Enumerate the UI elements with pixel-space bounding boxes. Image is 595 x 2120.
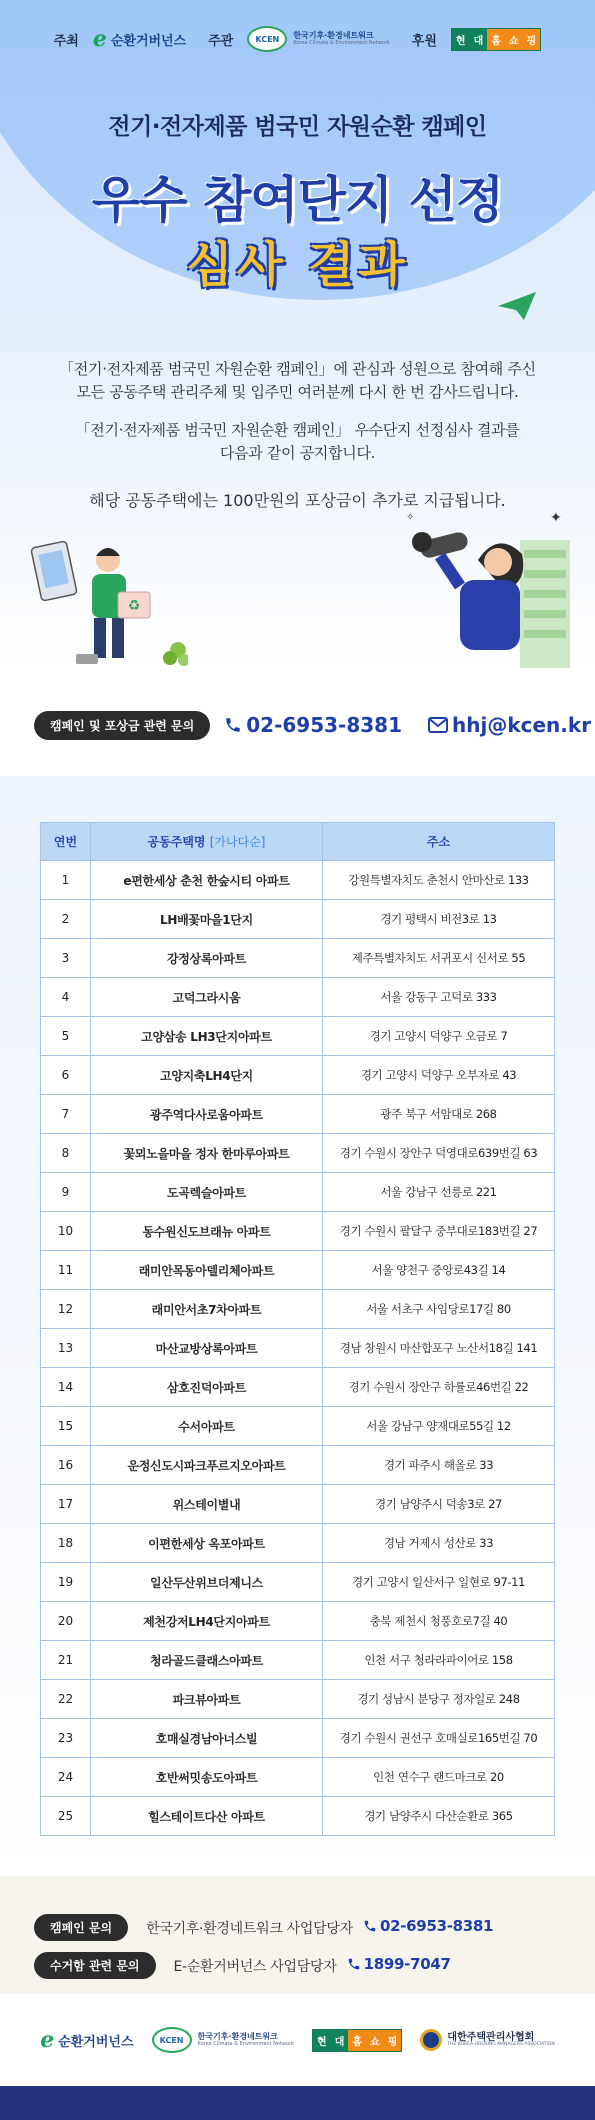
table-row — [41, 1446, 555, 1485]
page-title: 우수 참여단지 선정 — [91, 171, 504, 229]
row-apartment-name: 동수원신도브래뉴 아파트 — [91, 1212, 323, 1251]
row-apartment-name: 이편한세상 옥포아파트 — [91, 1524, 323, 1563]
row-apartment-name: 파크뷰아파트 — [91, 1680, 323, 1719]
kcen-logo-icon: KCEN — [247, 26, 287, 52]
row-no: 8 — [41, 1134, 91, 1173]
page-title-result: 심사 결과 — [186, 237, 409, 293]
row-no: 6 — [41, 1056, 91, 1095]
table-row — [41, 1407, 555, 1446]
row-address: 경기 고양시 덕양구 오금로 7 — [323, 1017, 555, 1056]
kcen-logo-en: Korea Climate & Environment Network — [293, 39, 390, 46]
kcen-logo-icon: KCEN — [152, 2027, 192, 2053]
hero-body-p2-line1: 「전기·전자제품 범국민 자원순환 캠페인」 우수단지 선정심사 결과를 — [75, 421, 520, 439]
column-header-name-text: 공동주택명 — [147, 835, 206, 849]
table-row — [41, 1173, 555, 1212]
row-apartment-name: LH배꽃마을1단지 — [91, 900, 323, 939]
campaign-inquiry-org: 한국기후·환경네트워크 사업담당자 — [146, 1921, 353, 1937]
hyundai-homeshopping-logo — [451, 28, 541, 51]
table-row — [41, 1134, 555, 1173]
result-table — [40, 822, 555, 1836]
campaign-inquiry-pill: 캠페인 문의 — [34, 1914, 128, 1941]
row-address: 충북 제천시 청풍호로7길 40 — [323, 1602, 555, 1641]
hyundai-char: 대 — [331, 2030, 349, 2051]
contact-phone-number: 02-6953-8381 — [246, 713, 402, 737]
collection-inquiry-row — [34, 1952, 451, 1979]
row-no: 24 — [41, 1758, 91, 1797]
row-no: 15 — [41, 1407, 91, 1446]
row-address: 경기 수원시 팔달구 중부대로183번길 27 — [323, 1212, 555, 1251]
paper-plane-icon — [498, 292, 536, 320]
row-no: 25 — [41, 1797, 91, 1836]
row-address: 광주 북구 서암대로 268 — [323, 1095, 555, 1134]
row-apartment-name: 호매실경남아너스빌 — [91, 1719, 323, 1758]
kcen-logo-ko: 한국기후·환경네트워크 — [293, 30, 374, 40]
table-row — [41, 1719, 555, 1758]
host-bar — [0, 26, 595, 52]
table-row — [41, 1524, 555, 1563]
footer-kcen-ko: 한국기후·환경네트워크 — [197, 2031, 278, 2041]
row-apartment-name: 호반써밋송도아파트 — [91, 1758, 323, 1797]
row-address: 제주특별자치도 서귀포시 신서로 55 — [323, 939, 555, 978]
campaign-subtitle: 전기·전자제품 범국민 자원순환 캠페인 — [108, 114, 487, 140]
column-header-no: 연번 — [41, 823, 91, 861]
row-address: 경기 성남시 분당구 정자일로 248 — [323, 1680, 555, 1719]
contact-email-address: hhj@kcen.kr — [452, 713, 592, 737]
table-row — [41, 1368, 555, 1407]
row-no: 3 — [41, 939, 91, 978]
hyundai-char: 현 — [313, 2030, 331, 2051]
hyundai-char: 대 — [470, 29, 488, 50]
row-apartment-name: 꽃뫼노을마을 정자 한마루아파트 — [91, 1134, 323, 1173]
row-no: 19 — [41, 1563, 91, 1602]
row-no: 17 — [41, 1485, 91, 1524]
campaign-inquiry-text — [146, 1917, 493, 1938]
hyundai-char: 쇼 — [505, 29, 523, 50]
row-no: 2 — [41, 900, 91, 939]
svg-text:♻: ♻ — [127, 598, 141, 614]
table-row — [41, 1680, 555, 1719]
column-header-name-sort: [가나다순] — [209, 835, 266, 849]
row-apartment-name: 고덕그라시움 — [91, 978, 323, 1017]
footer-e-circular-governance-logo — [40, 2029, 133, 2051]
table-row — [41, 1212, 555, 1251]
hyundai-char: 핑 — [523, 29, 541, 50]
row-no: 18 — [41, 1524, 91, 1563]
table-header-row — [41, 823, 555, 861]
row-address: 경남 거제시 성산로 33 — [323, 1524, 555, 1563]
row-no: 16 — [41, 1446, 91, 1485]
kha-logo — [420, 2029, 554, 2051]
table-row — [41, 1017, 555, 1056]
hero-section — [0, 0, 595, 668]
footer-hyundai-homeshopping-logo — [312, 2029, 402, 2052]
row-address: 인천 연수구 랜드마크로 20 — [323, 1758, 555, 1797]
row-apartment-name: 래미안서초7차아파트 — [91, 1290, 323, 1329]
row-no: 23 — [41, 1719, 91, 1758]
row-no: 4 — [41, 978, 91, 1017]
row-no: 14 — [41, 1368, 91, 1407]
row-address: 경기 수원시 장안구 덕영대로639번길 63 — [323, 1134, 555, 1173]
row-apartment-name: 제천강저LH4단지아파트 — [91, 1602, 323, 1641]
hyundai-char: 핑 — [384, 2030, 402, 2051]
column-header-address: 주소 — [323, 823, 555, 861]
row-address: 경기 남양주시 덕송3로 27 — [323, 1485, 555, 1524]
table-row — [41, 1758, 555, 1797]
collection-inquiry-phone[interactable] — [347, 1955, 451, 1973]
table-row — [41, 1095, 555, 1134]
collection-inquiry-pill: 수거함 관련 문의 — [34, 1952, 156, 1979]
row-apartment-name: 힐스테이트다산 아파트 — [91, 1797, 323, 1836]
table-row — [41, 1641, 555, 1680]
e-circular-governance-logo — [93, 28, 186, 50]
row-apartment-name: 강정상록아파트 — [91, 939, 323, 978]
campaign-inquiry-row — [34, 1914, 493, 1941]
table-row — [41, 1797, 555, 1836]
campaign-inquiry-phone[interactable] — [363, 1917, 493, 1935]
row-no: 10 — [41, 1212, 91, 1251]
footer-kcen-en: Korea Climate & Environment Network — [197, 2040, 295, 2047]
row-no: 20 — [41, 1602, 91, 1641]
row-apartment-name: 도곡렉슬아파트 — [91, 1173, 323, 1212]
phone-icon — [224, 716, 242, 734]
row-apartment-name: 위스테이별내 — [91, 1485, 323, 1524]
row-apartment-name: 운정신도시파크푸르지오아파트 — [91, 1446, 323, 1485]
row-address: 경기 남양주시 다산순환로 365 — [323, 1797, 555, 1836]
row-apartment-name: 래미안목동아델리체아파트 — [91, 1251, 323, 1290]
svg-text:✧: ✧ — [406, 512, 415, 523]
hero-body — [0, 358, 595, 480]
row-no: 7 — [41, 1095, 91, 1134]
row-address: 경기 고양시 덕양구 오부자로 43 — [323, 1056, 555, 1095]
row-address: 경기 고양시 일산서구 일현로 97-11 — [323, 1563, 555, 1602]
row-no: 11 — [41, 1251, 91, 1290]
row-address: 경기 수원시 장안구 하률로46번길 22 — [323, 1368, 555, 1407]
row-address: 서울 서초구 사임당로17길 80 — [323, 1290, 555, 1329]
row-apartment-name: 일산두산위브더제니스 — [91, 1563, 323, 1602]
row-address: 경기 수원시 권선구 호매실로165번길 70 — [323, 1719, 555, 1758]
row-address: 서울 강동구 고덕로 333 — [323, 978, 555, 1017]
table-row — [41, 1251, 555, 1290]
hero-body-p1-line1: 「전기·전자제품 범국민 자원순환 캠페인」에 관심과 성원으로 참여해 주신 — [59, 360, 536, 378]
footer-kcen-logo — [152, 2027, 294, 2053]
row-address: 강원특별자치도 춘천시 안마산로 133 — [323, 861, 555, 900]
column-header-name — [91, 823, 323, 861]
row-apartment-name: 고양지축LH4단지 — [91, 1056, 323, 1095]
row-no: 13 — [41, 1329, 91, 1368]
row-no: 9 — [41, 1173, 91, 1212]
footer-e-logo-text: 순환거버넌스 — [58, 2034, 134, 2050]
collection-inquiry-text — [174, 1955, 451, 1976]
hyundai-char: 홈 — [487, 29, 505, 50]
result-table-section — [0, 776, 595, 1876]
contact-phone[interactable] — [224, 713, 402, 737]
row-address: 경기 파주시 해올로 33 — [323, 1446, 555, 1485]
e-logo-icon: e — [92, 26, 107, 52]
row-apartment-name: 마산교방상록아파트 — [91, 1329, 323, 1368]
phone-icon — [363, 1919, 377, 1933]
svg-text:✦: ✦ — [550, 510, 562, 526]
prize-note: 해당 공동주택에는 100만원의 포상금이 추가로 지급됩니다. — [89, 491, 506, 510]
row-apartment-name: e편한세상 춘천 한숲시티 아파트 — [91, 861, 323, 900]
contact-label-pill: 캠페인 및 포상금 관련 문의 — [34, 711, 210, 740]
hero-body-p2-line2: 다음과 같이 공지합니다. — [219, 444, 376, 462]
row-no: 12 — [41, 1290, 91, 1329]
organizer-label: 주관 — [208, 33, 234, 49]
e-logo-text: 순환거버넌스 — [110, 33, 187, 49]
row-apartment-name: 청라골드클래스아파트 — [91, 1641, 323, 1680]
woman-with-binoculars-illustration — [400, 500, 580, 668]
table-row — [41, 900, 555, 939]
row-no: 21 — [41, 1641, 91, 1680]
table-row — [41, 1290, 555, 1329]
kcen-logo — [247, 26, 389, 52]
table-row — [41, 939, 555, 978]
hero-body-p1-line2: 모든 공동주택 관리주체 및 입주민 여러분께 다시 한 번 감사드립니다. — [76, 383, 519, 401]
kha-logo-ko: 대한주택관리사협회 — [447, 2032, 535, 2044]
table-row — [41, 1602, 555, 1641]
host-label: 주최 — [53, 33, 79, 49]
row-no: 22 — [41, 1680, 91, 1719]
row-address: 인천 서구 청라라파이어로 158 — [323, 1641, 555, 1680]
e-logo-icon: e — [40, 2027, 55, 2053]
phone-icon — [347, 1957, 361, 1971]
hyundai-char: 홈 — [348, 2030, 366, 2051]
campaign-inquiry-phone-number: 02-6953-8381 — [379, 1917, 494, 1935]
row-address: 서울 강남구 양재대로55길 12 — [323, 1407, 555, 1446]
hyundai-char: 현 — [452, 29, 470, 50]
row-apartment-name: 광주역다사로움아파트 — [91, 1095, 323, 1134]
kha-logo-icon — [420, 2029, 442, 2051]
table-row — [41, 861, 555, 900]
table-row — [41, 1563, 555, 1602]
contact-bar — [0, 700, 595, 750]
mail-icon — [428, 717, 448, 733]
sponsor-label: 후원 — [411, 33, 437, 49]
footer-band — [0, 2086, 595, 2120]
row-address: 경남 창원시 마산합포구 노산서18길 141 — [323, 1329, 555, 1368]
table-row — [41, 1329, 555, 1368]
row-address: 경기 평택시 비전3로 13 — [323, 900, 555, 939]
row-apartment-name: 고양삼송 LH3단지아파트 — [91, 1017, 323, 1056]
row-apartment-name: 삼호진덕아파트 — [91, 1368, 323, 1407]
inquiry-section — [0, 1876, 595, 1994]
table-row — [41, 1485, 555, 1524]
collection-inquiry-phone-number: 1899-7047 — [363, 1955, 451, 1973]
table-row — [41, 1056, 555, 1095]
recycling-man-illustration — [28, 530, 188, 668]
row-no: 1 — [41, 861, 91, 900]
table-row — [41, 978, 555, 1017]
hyundai-char: 쇼 — [366, 2030, 384, 2051]
footer-logo-row — [0, 1994, 595, 2086]
kha-logo-en: THE KOREA HOUSING MANAGERS ASSOCIATION — [447, 2042, 555, 2048]
row-address: 서울 강남구 선릉로 221 — [323, 1173, 555, 1212]
collection-inquiry-org: E-순환거버넌스 사업담당자 — [173, 1959, 337, 1975]
row-apartment-name: 수서아파트 — [91, 1407, 323, 1446]
row-no: 5 — [41, 1017, 91, 1056]
contact-email[interactable] — [428, 713, 591, 737]
row-address: 서울 양천구 중앙로43길 14 — [323, 1251, 555, 1290]
